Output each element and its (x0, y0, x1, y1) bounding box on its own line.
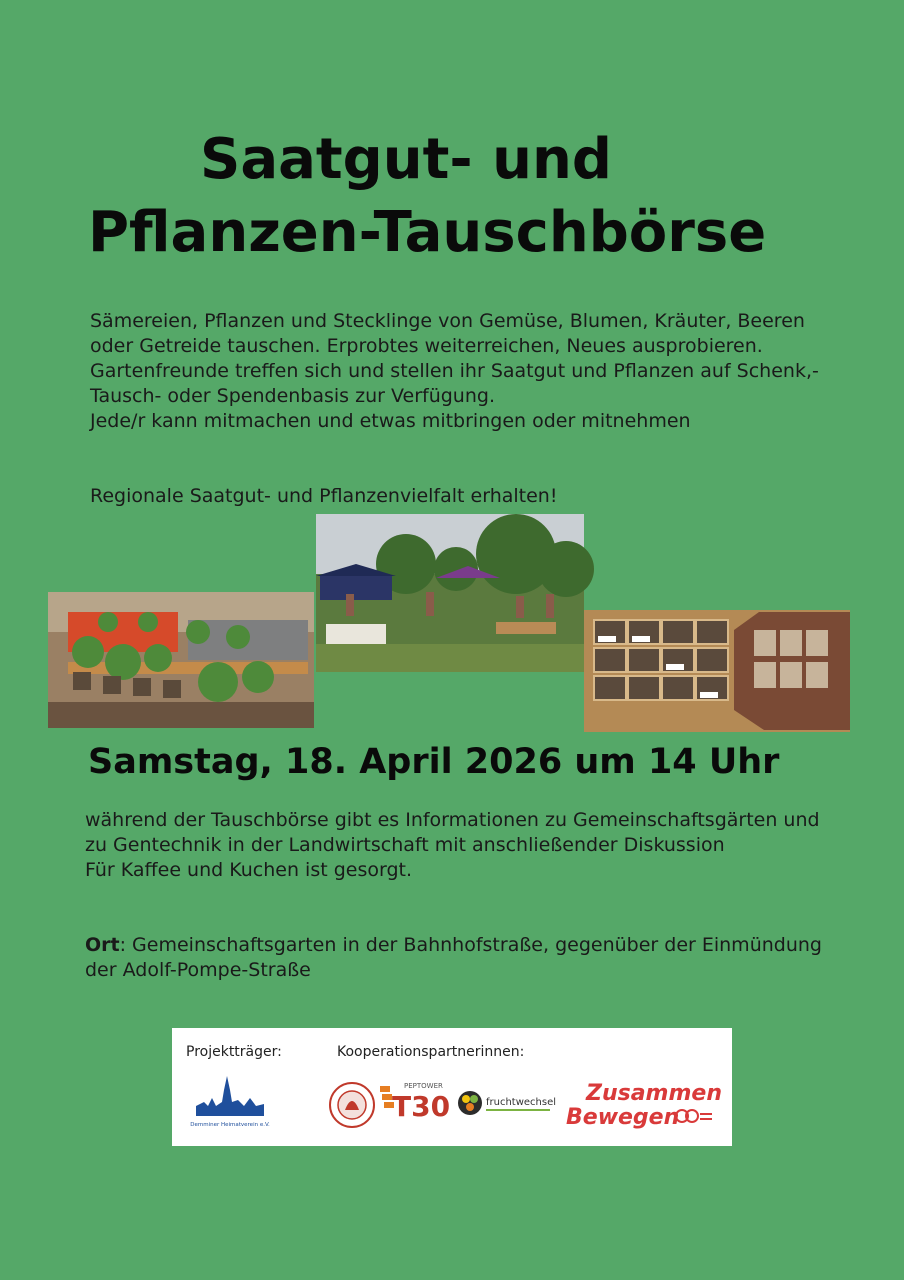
svg-text:PEPTOWER: PEPTOWER (404, 1082, 443, 1090)
location-text (85, 933, 845, 983)
intro-text (90, 309, 850, 434)
svg-text:Bewegen: Bewegen (566, 1105, 680, 1130)
fruchtwechsel-logo (458, 1088, 558, 1118)
t30-logo (380, 1080, 451, 1124)
info-paragraph-2: Für Kaffee und Kuchen ist gesorgt. (85, 859, 413, 881)
info-paragraph-1: während der Tauschbörse gibt es Informationen zu Gemeinschaftsgärten und zu Gentechnik in der Landwirtschaft mit anschließender Diskussion (85, 809, 820, 856)
event-date: Samstag, 18. April 2026 um 14 Uhr (88, 742, 780, 782)
intro-paragraph-1: Sämereien, Pflanzen und Stecklinge von Gemüse, Blumen, Kräuter, Beeren oder Getreide tauschen. Erprobtes weiterreichen, Neues ausprobieren. (90, 310, 805, 357)
title-line-2: Pflanzen-Tauschbörse (88, 200, 767, 265)
garden-event-photo (316, 514, 584, 672)
svg-text:fruchtwechsel: fruchtwechsel (486, 1097, 557, 1108)
heimatverein-logo (190, 1072, 270, 1130)
location-label: Ort (85, 934, 120, 956)
svg-text:T30: T30 (392, 1090, 451, 1123)
title-line-1: Saatgut- und (200, 127, 612, 192)
project-sponsor-label: Projektträger: (186, 1044, 282, 1060)
plants-photo (48, 592, 314, 728)
intro-paragraph-2: Gartenfreunde treffen sich und stellen ihr Saatgut und Pflanzen auf Schenk,- Tausch- oder Spendenbasis zur Verfügung. (90, 360, 819, 407)
location-value: : Gemeinschaftsgarten in der Bahnhofstraße, gegenüber der Einmündung der Adolf-Pompe-Straße (85, 934, 822, 981)
intro-paragraph-3: Jede/r kann mitmachen und etwas mitbringen oder mitnehmen (90, 410, 691, 432)
seed-boxes-photo (584, 610, 850, 732)
svg-text:Demminer Heimatverein e.V.: Demminer Heimatverein e.V. (190, 1122, 270, 1128)
slogan: Regionale Saatgut- und Pflanzenvielfalt erhalten! (90, 485, 558, 507)
zusammen-bewegen-logo (564, 1076, 722, 1134)
partner-logos-box (172, 1028, 732, 1146)
coat-of-arms-logo (327, 1080, 377, 1130)
info-text (85, 808, 845, 883)
svg-text:Zusammen: Zusammen (586, 1081, 722, 1106)
cooperation-partners-label: Kooperationspartnerinnen: (337, 1044, 525, 1060)
